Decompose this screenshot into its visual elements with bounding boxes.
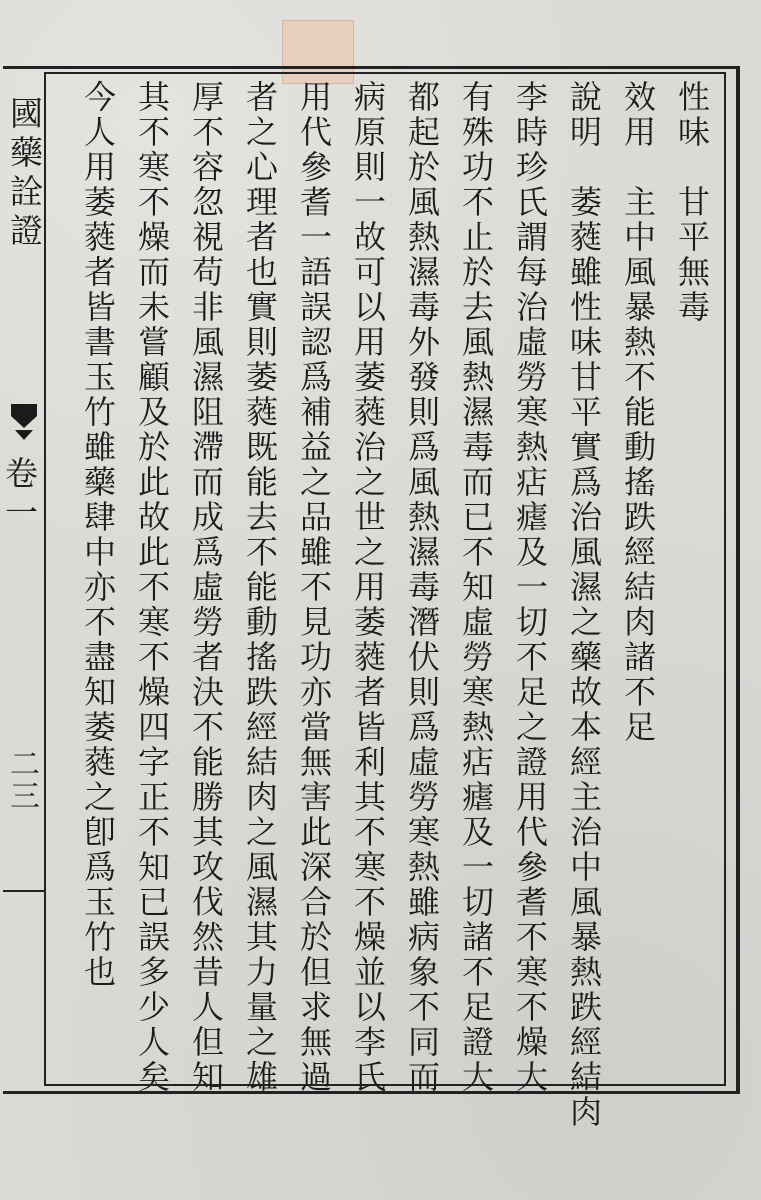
text-column: 病原則一故可以用萎蕤治之世之用萎蕤者皆利其不寒不燥並以李氏 (349, 80, 387, 1095)
text-column: 用代參耆一語誤認爲補益之品雖不見功亦當無害此深合於但求無過 (295, 80, 333, 1095)
text-column: 效用 主中風暴熱不能動搖跌經結肉諸不足 (619, 80, 657, 745)
text-column: 李時珍氏謂每治虛勞寒熱痁瘧及一切不足之證用代參耆不寒不燥大 (511, 80, 549, 1095)
book-title: 國藥詮證 (5, 96, 44, 252)
text-column: 者之心理者也實則萎蕤既能去不能動搖跌經結肉之風濕其力量之雄 (241, 80, 279, 1095)
text-column: 都起於風熱濕毒外發則爲風熱濕毒潛伏則爲虛勞寒熱雖病象不同而 (403, 80, 441, 1095)
volume-label: 卷一 (0, 456, 39, 534)
text-column: 性味 甘平無毒 (673, 80, 711, 325)
margin-column (0, 72, 44, 1086)
margin-divider (3, 890, 44, 892)
text-column: 厚不容忽視苟非風濕阻滯而成爲虛勞者決不能勝其攻伐然昔人但知 (187, 80, 225, 1095)
text-column: 有殊功不止於去風熱濕毒而已不知虛勞寒熱痁瘧及一切諸不足證大 (457, 80, 495, 1095)
page-number: 二三 (4, 748, 39, 812)
text-column: 今人用萎蕤者皆書玉竹雖藥肆中亦不盡知萎蕤之卽爲玉竹也 (79, 80, 117, 990)
text-column: 說明 萎蕤雖性味甘平實爲治風濕之藥故本經主治中風暴熱跌經結肉 (565, 80, 603, 1130)
text-column: 其不寒不燥而未嘗顧及於此故此不寒不燥四字正不知已誤多少人矣 (133, 80, 171, 1095)
text-body (52, 80, 720, 1130)
fish-tail-mark-icon (9, 402, 39, 442)
